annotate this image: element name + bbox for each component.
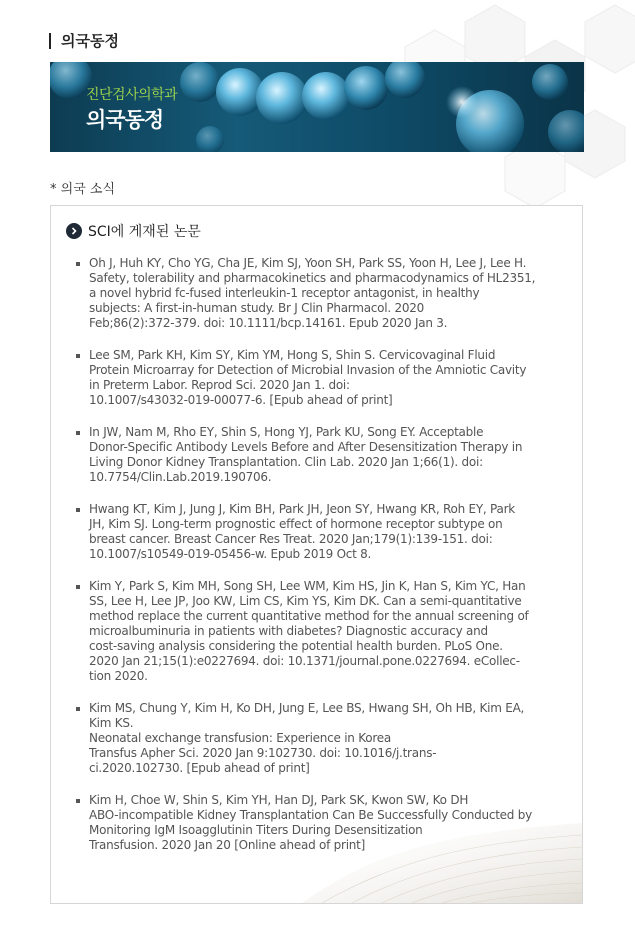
papers-box xyxy=(50,205,583,904)
paper-line: Hwang KT, Kim J, Jung J, Kim BH, Park JH, Jeon SY, Hwang KR, Roh EY, Park xyxy=(89,502,515,516)
paper-item xyxy=(75,348,565,408)
paper-line: Kim KS. xyxy=(89,716,134,730)
paper-item xyxy=(75,425,565,485)
paper-list xyxy=(75,256,565,870)
paper-line: method replace the current quantitative method for the annual screening of xyxy=(89,609,529,623)
paper-line: Kim H, Choe W, Shin S, Kim YH, Han DJ, Park SK, Kwon SW, Ko DH xyxy=(89,793,469,807)
sci-papers-heading xyxy=(66,221,201,241)
paper-line: Safety, tolerability and pharmacokinetics and pharmacodynamics of HL2351, xyxy=(89,271,536,285)
paper-line: ci.2020.102730. [Epub ahead of print] xyxy=(89,761,310,775)
paper-item xyxy=(75,793,565,853)
sci-papers-heading-label: SCI에 게재된 논문 xyxy=(88,224,201,240)
paper-line: Transfusion. 2020 Jan 20 [Online ahead of print] xyxy=(89,838,366,852)
paper-line: Protein Microarray for Detection of Microbial Invasion of the Amniotic Cavity xyxy=(89,363,527,377)
chevron-right-icon xyxy=(66,223,82,239)
paper-line: subjects: A first-in-human study. Br J Clin Pharmacol. 2020 xyxy=(89,301,425,315)
section-label: * 의국 소식 xyxy=(50,182,115,197)
paper-line: breast cancer. Breast Cancer Res Treat. 2020 Jan;179(1):139-151. doi: xyxy=(89,532,493,546)
page-title: 의국동정 xyxy=(49,33,119,49)
paper-line: Neonatal exchange transfusion: Experience in Korea xyxy=(89,731,391,745)
paper-line: Donor-Specific Antibody Levels Before and After Desensitization Therapy in xyxy=(89,440,523,454)
paper-line: Monitoring IgM Isoagglutinin Titers During Desensitization xyxy=(89,823,423,837)
paper-line: in Preterm Labor. Reprod Sci. 2020 Jan 1. doi: xyxy=(89,378,350,392)
paper-line: Lee SM, Park KH, Kim SY, Kim YM, Hong S, Shin S. Cervicovaginal Fluid xyxy=(89,348,496,362)
paper-line: SS, Lee H, Lee JP, Joo KW, Lim CS, Kim YS, Kim DK. Can a semi-quantitative xyxy=(89,594,522,608)
paper-line: Feb;86(2):372-379. doi: 10.1111/bcp.14161. Epub 2020 Jan 3. xyxy=(89,316,448,330)
paper-line: JH, Kim SJ. Long-term prognostic effect of hormone receptor subtype on xyxy=(89,517,503,531)
paper-line: Living Donor Kidney Transplantation. Clin Lab. 2020 Jan 1;66(1). doi: xyxy=(89,455,483,469)
paper-line: 10.1007/s43032-019-00077-6. [Epub ahead of print] xyxy=(89,393,393,407)
banner-subtitle: 진단검사의학과 xyxy=(86,87,178,103)
paper-item xyxy=(75,502,565,562)
paper-line: ABO-incompatible Kidney Transplantation Can Be Successfully Conducted by xyxy=(89,808,532,822)
paper-line: Kim Y, Park S, Kim MH, Song SH, Lee WM, Kim HS, Jin K, Han S, Kim YC, Han xyxy=(89,579,526,593)
paper-line: 2020 Jan 21;15(1):e0227694. doi: 10.1371/journal.pone.0227694. eCollec- xyxy=(89,654,520,668)
paper-line: 10.7754/Clin.Lab.2019.190706. xyxy=(89,470,272,484)
banner-title: 의국동정 xyxy=(86,108,164,132)
banner xyxy=(50,62,584,152)
paper-item xyxy=(75,256,565,331)
paper-line: Kim MS, Chung Y, Kim H, Ko DH, Jung E, Lee BS, Hwang SH, Oh HB, Kim EA, xyxy=(89,701,525,715)
paper-line: tion 2020. xyxy=(89,669,148,683)
paper-item xyxy=(75,579,565,684)
paper-line: cost-saving analysis considering the potential health burden. PLoS One. xyxy=(89,639,503,653)
paper-line: Oh J, Huh KY, Cho YG, Cha JE, Kim SJ, Yoon SH, Park SS, Yoon H, Lee J, Lee H. xyxy=(89,256,527,270)
paper-line: Transfus Apher Sci. 2020 Jan 9:102730. doi: 10.1016/j.trans- xyxy=(89,746,437,760)
paper-line: 10.1007/s10549-019-05456-w. Epub 2019 Oct 8. xyxy=(89,547,372,561)
paper-line: In JW, Nam M, Rho EY, Shin S, Hong YJ, Park KU, Song EY. Acceptable xyxy=(89,425,484,439)
paper-line: microalbuminuria in patients with diabetes? Diagnostic accuracy and xyxy=(89,624,488,638)
paper-item xyxy=(75,701,565,776)
paper-line: a novel hybrid fc-fused interleukin-1 receptor antagonist, in healthy xyxy=(89,286,480,300)
